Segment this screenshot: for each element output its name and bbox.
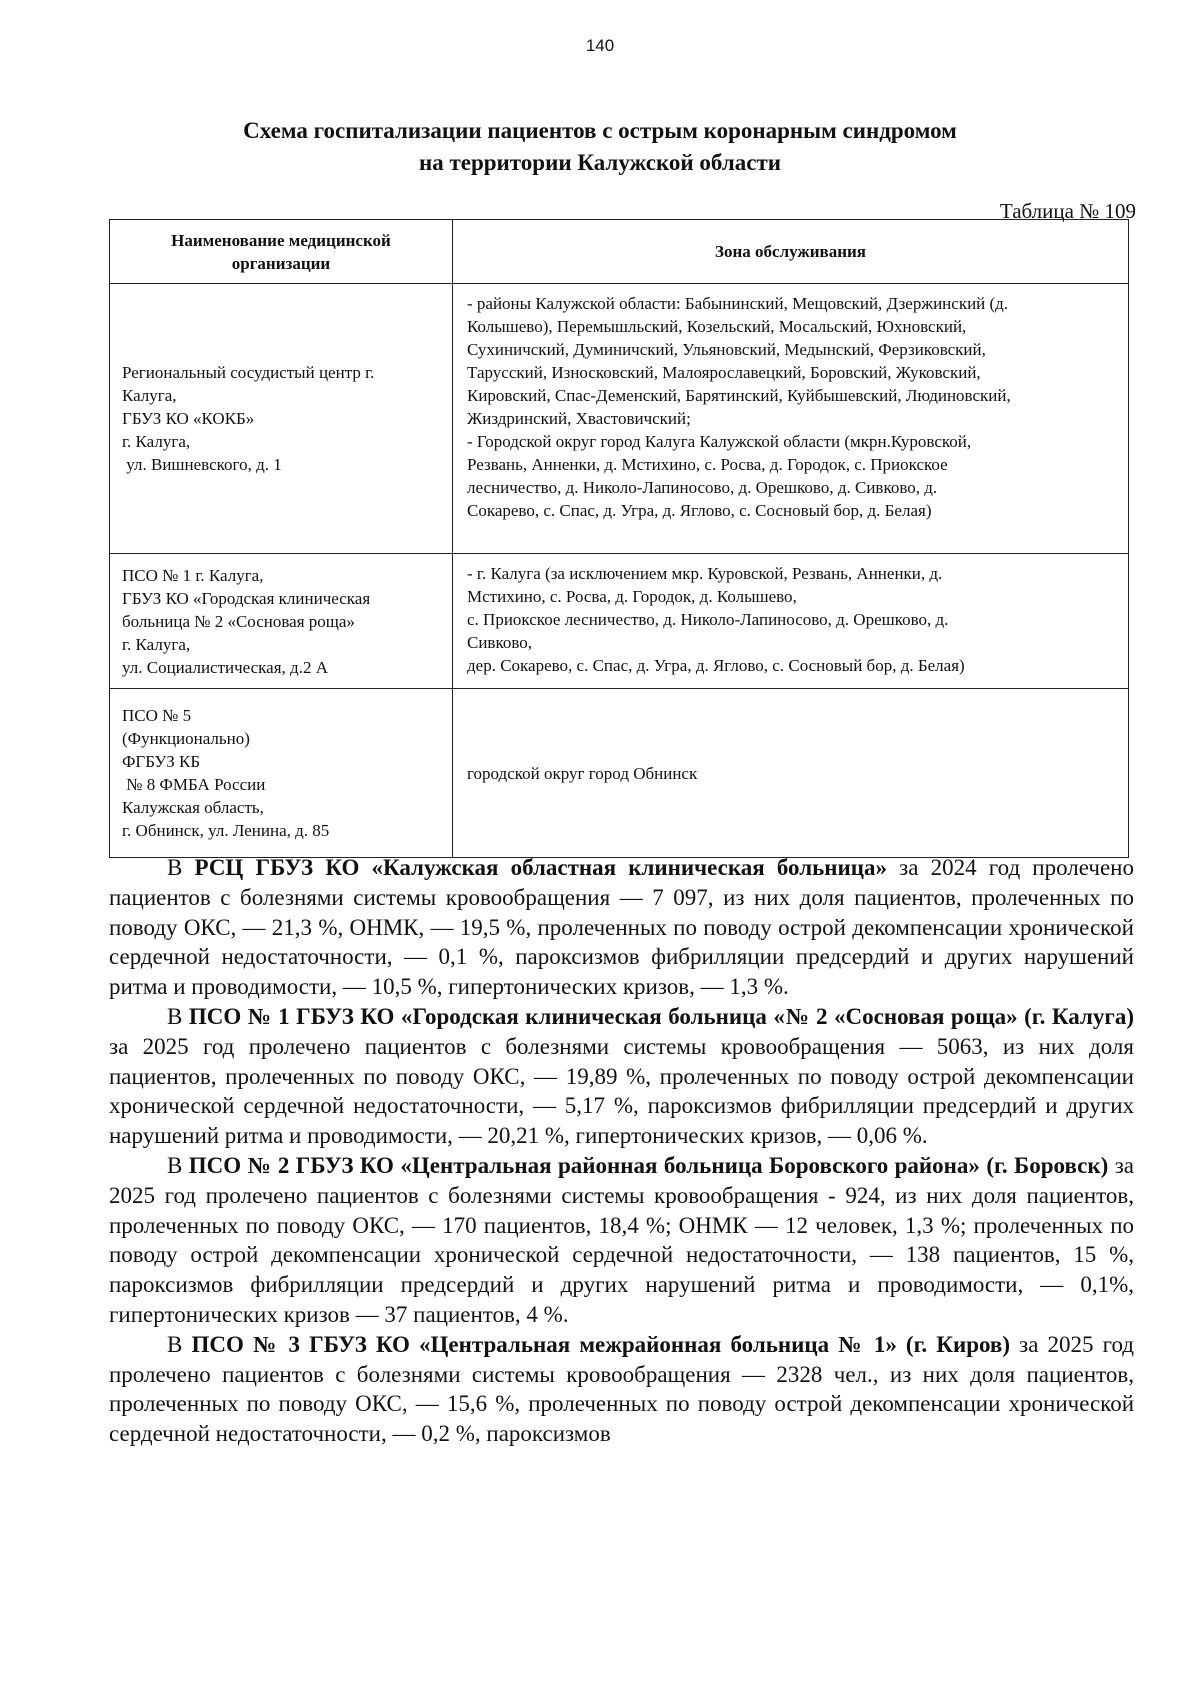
title-line-1: Схема госпитализации пациентов с острым коронарным синдромом [243,118,957,143]
header-service-zone: Зона обслуживания [453,220,1129,284]
paragraph: В ПСО № 1 ГБУЗ КО «Городская клиническая больница «№ 2 «Сосновая роща» (г. Калуга) за 2025 год пролечено пациентов с болезнями системы кровообращения — 5063, из них доля пациентов, пролеченных по поводу ОКС, — 19,89 %, пролеченных по поводу острой декомпенсации хронической сердечной недостаточности, — 5,17 %, пароксизмов фибрилляции предсердий и других нарушений ритма и проводимости, — 20,21 %, гипертонических кризов, — 0,06 %. [109,1003,1134,1149]
document-title [140,115,1060,179]
service-zone-cell: - районы Калужской области: Бабынинский, Мещовский, Дзержинский (д. Колышево), Перемышльский, Козельский, Мосальский, Юхновский, Сухиничский, Думиничский, Ульяновский, Медынский, Ферзиковский, Тарусский, Износковский, Малоярославецкий, Боровский, Жуковский, Кировский, Спас-Деменский, Барятинский, Куйбышевский, Людиновский, Жиздринский, Хвастовичский; - Городской округ город Калуга Калужской области (мкрн.Куровской, Резвань, Анненки, д. Мстихино, с. Росва, д. Городок, с. Приокское лесничество, д. Николо-Лапиносово, д. Орешково, д. Сивково, д. Сокарево, с. Спас, д. Угра, д. Яглово, с. Сосновый бор, д. Белая) [453,284,1129,554]
service-zone-cell: - г. Калуга (за исключением мкр. Куровской, Резвань, Анненки, д. Мстихино, с. Росва, д. Городок, д. Колышево, с. Приокское лесничество, д. Николо-Лапиносово, д. Орешково, д. Сивково, дер. Сокарево, с. Спас, д. Угра, д. Яглово, с. Сосновый бор, д. Белая) [453,554,1129,689]
organization-name: ПСО № 1 ГБУЗ КО «Городская клиническая больница «№ 2 «Сосновая роща» (г. Калуга) [188,1003,1134,1029]
organization-name: ПСО № 3 ГБУЗ КО «Центральная межрайонная больница № 1» (г. Киров) [191,1331,1011,1357]
organization-cell: Региональный сосудистый центр г. Калуга, ГБУЗ КО «КОКБ» г. Калуга, ул. Вишневского, д. 1 [110,284,453,554]
organization-name: РСЦ ГБУЗ КО «Калужская областная клиническая больница» [194,855,888,880]
table-row [110,689,1129,858]
paragraph: В РСЦ ГБУЗ КО «Калужская областная клиническая больница» за 2024 год пролечено пациентов с болезнями системы кровообращения — 7 097, из них доля пациентов, пролеченных по поводу ОКС, — 21,3 %, ОНМК, — 19,5 %, пролеченных по поводу острой декомпенсации хронической сердечной недостаточности, — 0,1 %, пароксизмов фибрилляции предсердий и других нарушений ритма и проводимости, — 10,5 %, гипертонических кризов, — 1,3 %. [109,855,1134,1000]
organization-cell: ПСО № 5 (Функционально) ФГБУЗ КБ № 8 ФМБА России Калужская область, г. Обнинск, ул. Ленина, д. 85 [110,689,453,858]
table-header-row [110,220,1129,284]
paragraph: В ПСО № 3 ГБУЗ КО «Центральная межрайонная больница № 1» (г. Киров) за 2025 год пролечено пациентов с болезнями системы кровообращения — 2328 чел., из них доля пациентов, пролеченных по поводу ОКС, — 15,6 %, пролеченных по поводу острой декомпенсации хронической сердечной недостаточности, — 0,2 %, пароксизмов [109,1331,1135,1447]
paragraph: В ПСО № 2 ГБУЗ КО «Центральная районная больница Боровского района» (г. Боровск) за 2025 год пролечено пациентов с болезнями системы кровообращения - 924, из них доля пациентов, пролеченных по поводу ОКС, — 170 пациентов, 18,4 %; ОНМК — 12 человек, 1,3 %; пролеченных по поводу острой декомпенсации хронической сердечной недостаточности, — 138 пациентов, 15 %, пароксизмов фибрилляции предсердий и других нарушений ритма и проводимости, — 0,1%, гипертонических кризов — 37 пациентов, 4 %. [109,1152,1135,1327]
hospitalization-table [109,219,1129,858]
table-row [110,554,1129,689]
header-organization: Наименование медицинской организации [110,220,453,284]
body-text [109,853,1134,1449]
page-number: 140 [585,36,615,55]
organization-cell: ПСО № 1 г. Калуга, ГБУЗ КО «Городская клиническая больница № 2 «Сосновая роща» г. Калуга, ул. Социалистическая, д.2 А [110,554,453,689]
table-label: Таблица № 109 [999,199,1136,223]
table-row [110,284,1129,554]
organization-name: ПСО № 2 ГБУЗ КО «Центральная районная больница Боровского района» (г. Боровск) [188,1152,1109,1178]
service-zone-cell: городской округ город Обнинск [453,689,1129,858]
title-line-2: на территории Калужской области [418,150,782,175]
